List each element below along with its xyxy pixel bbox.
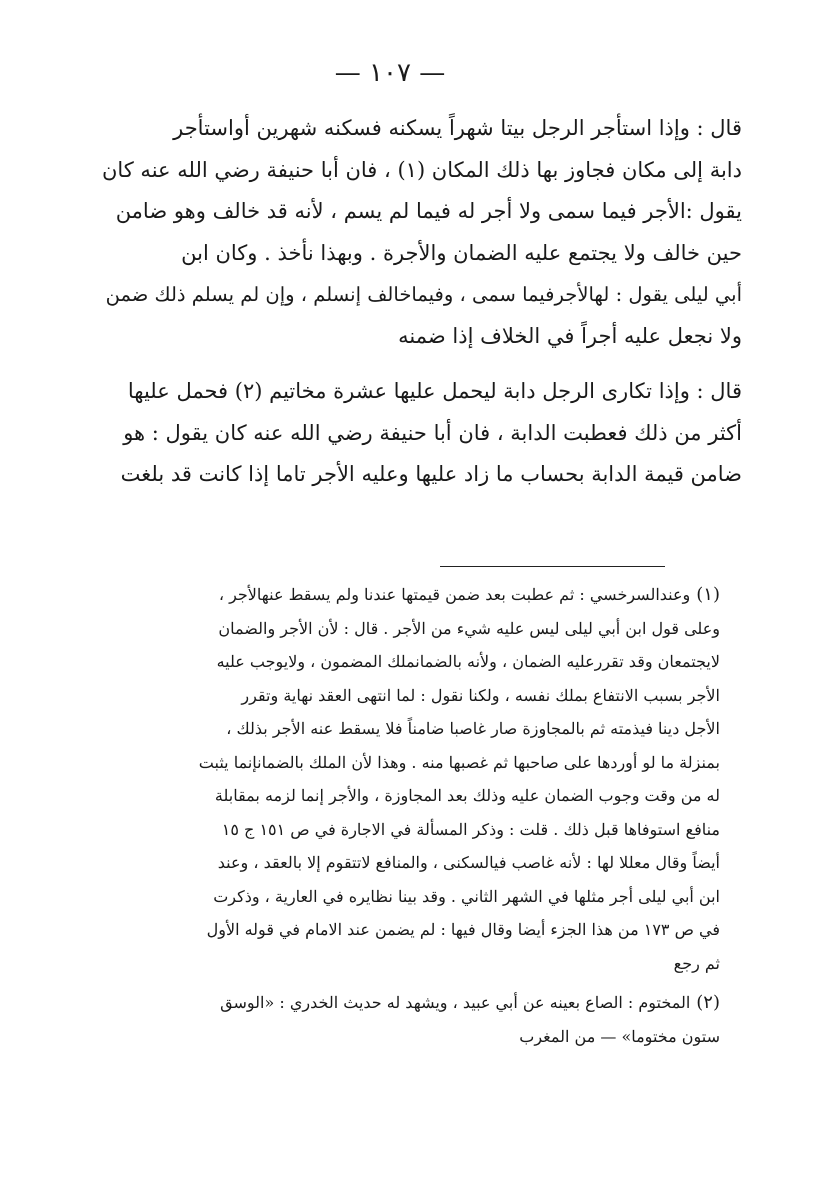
footnote-line: ثم رجع [673,953,720,973]
text-line: قال : وإذا استأجر الرجل بيتا شهراً يسكنه فسكنه شهرين أواستأجر [173,116,742,140]
footnote-line: له من وقت وجوب الضمان عليه وذلك بعد المجاوزة ، والأجر إنما لزمه بمقابلة [214,786,720,805]
text-line: يقول :الأجر فيما سمى ولا أجر له فيما لم يسم ، لأنه قد خالف وهو ضامن [115,199,742,223]
footnote-number: (١) [696,584,720,605]
footnote-line: ابن أبي ليلى أجر مثلها في الشهر الثاني . وقد بينا نظايره في العارية ، وذكرت [213,886,720,906]
footnote-line: بمنزلة ما لو أوردها على صاحبها ثم غصبها منه . وهذا لأن الملك بالضمانإنما يثبت [198,752,720,772]
footnote-line [80,986,720,1020]
text-line: دابة إلى مكان فجاوز بها ذلك المكان (١) ، فان أبا حنيفة رضي الله عنه كان [101,157,742,182]
footnote-2 [80,986,720,1053]
footnote-1 [80,578,720,980]
footnote-line: لايجتمعان وقد تقررعليه الضمان ، ولأنه بالضمانملك المضمون ، ولايوجب عليه [216,652,720,671]
footnote-number: (٢) [696,992,720,1013]
text-line: أكثر من ذلك فعطبت الدابة ، فان أبا حنيفة رضي الله عنه كان يقول : هو [123,420,742,445]
footnote-line: وعلى قول ابن أبي ليلى ليس عليه شيء من الأجر . قال : لأن الأجر والضمان [218,618,720,638]
footnote-text: وعندالسرخسي : ثم عطبت بعد ضمن قيمتها عندنا ولم يسقط عنهالأجر ، [218,585,691,604]
footnote-line: أيضاً وقال معللا لها : لأنه غاصب فيالسكنى ، والمنافع لاتتقوم إلا بالعقد ، وعند [217,853,720,872]
paragraph-2 [92,371,742,496]
main-text [92,108,742,496]
text-line: ضامن قيمة الدابة بحساب ما زاد عليها وعليه الأجر تاما إذا كانت قد بلغت [120,462,742,486]
footnote-line: منافع استوفاها قبل ذلك . قلت : وذكر المسألة في الاجارة في ص ١٥١ ج ١٥ [221,819,720,839]
footnote-separator [440,566,665,567]
footnotes [80,578,720,1053]
text-line: حين خالف ولا يجتمع عليه الضمان والأجرة . وبهذا نأخذ . وكان ابن [181,240,742,265]
footnote-line: الأجل دينا فيذمته ثم بالمجاوزة صار غاصبا ضامناً فلا يسقط عنه الأجر بذلك ، [226,719,720,738]
footnote-line: في ص ١٧٣ من هذا الجزء أيضا وقال فيها : لم يضمن عند الامام في قوله الأول [206,920,720,939]
text-line: قال : وإذا تكارى الرجل دابة ليحمل عليها عشرة مخاتيم (٢) فحمل عليها [127,379,742,403]
paragraph-1 [92,108,742,357]
text-line: ولا نجعل عليه أجراً في الخلاف إذا ضمنه [398,323,742,348]
text-line: أبي ليلى يقول : لهالأجرفيما سمى ، وفيماخالف إنسلم ، وإن لم يسلم ذلك ضمن [105,283,742,306]
footnote-line: ستون مختوما» — من المغرب [519,1026,720,1046]
footnote-line [80,578,720,612]
footnote-text: المختوم : الصاع بعينه عن أبي عبيد ، ويشهد له حديث الخدري : «الوسق [220,993,691,1012]
footnote-line: الأجر بسبب الانتفاع بملك نفسه ، ولكنا نقول : لما انتهى العقد نهاية وتقرر [241,685,720,705]
page-number: — ١٠٧ — [334,58,446,88]
